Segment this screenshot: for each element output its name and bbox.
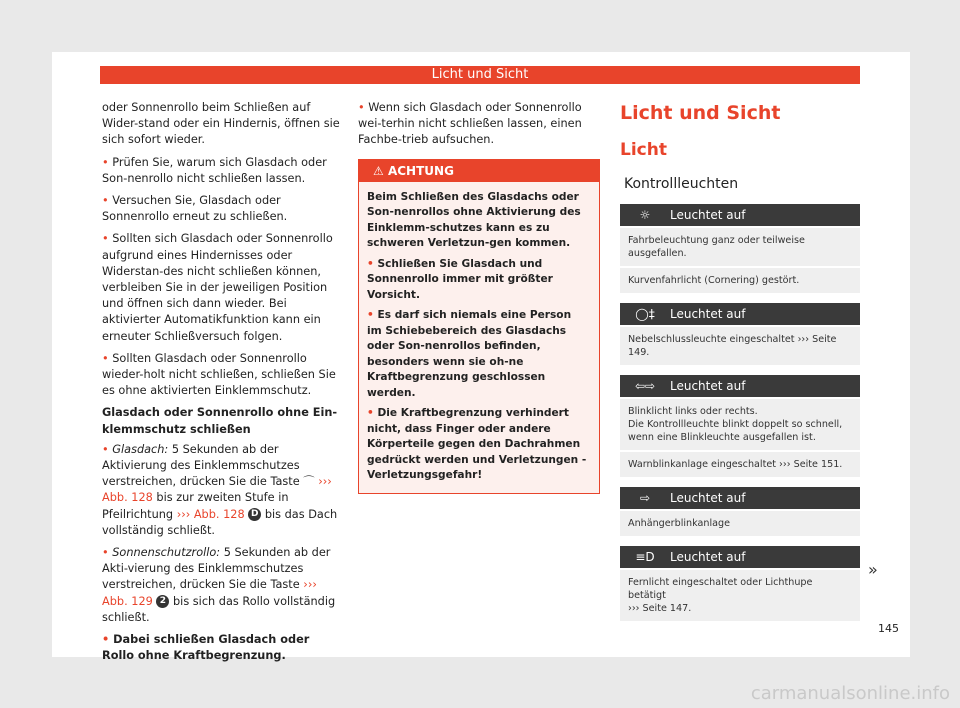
indicator-block: ⇨ Leuchtet auf Anhängerblinkanlage — [620, 487, 860, 536]
figure-link[interactable]: ››› Abb. 129 — [102, 578, 317, 608]
turn-signal-icon: ⇦⇨ — [634, 379, 656, 393]
bullet-item: • Sonnenschutzrollo: 5 Sekunden ab der Akti-vierung des Einklemmschutzes verstreichen, drücken Sie die Taste ››› Abb. 129 2 bis sich das Rollo vollständig schließt. — [102, 546, 336, 624]
callout-badge: 2 — [156, 595, 169, 608]
subsubsection-title: Kontrollleuchten — [624, 176, 739, 192]
bullet-item: • Versuchen Sie, Glasdach oder Sonnenrollo erneut zu schließen. — [102, 194, 288, 224]
indicator-block: ◯‡ Leuchtet auf Nebelschlussleuchte eingeschaltet ››› Seite 149. — [620, 303, 860, 365]
warning-bullet: • Es darf sich niemals eine Person im Schiebebereich des Glasdachs oder Son-nenrollos befinden, besonders wenn sie oh-ne Kraftbegrenzung geschlossen werden. — [367, 309, 572, 399]
continue-marker: » — [868, 560, 878, 579]
bullet-item: • Sollten Glasdach oder Sonnenrollo wieder-holt nicht schließen, schließen Sie es ohne aktivierten Einklemmschutz. — [102, 351, 336, 398]
column-left — [102, 100, 344, 671]
rear-fog-light-icon: ◯‡ — [635, 307, 655, 321]
warning-text: Beim Schließen des Glasdachs oder Son-nenrollos ohne Aktivierung des Einklemm-schutzes kann es zu schweren Verletzun-gen kommen. — [367, 190, 581, 250]
trailer-signal-icon: ⇨ — [639, 491, 651, 505]
callout-badge: D — [248, 508, 261, 521]
chapter-header: Licht und Sicht — [100, 66, 860, 84]
column-right — [620, 100, 860, 621]
figure-link[interactable]: ››› Abb. 128 — [176, 507, 245, 521]
warning-box — [358, 159, 600, 494]
indicator-block: ≡D Leuchtet auf Fernlicht eingeschaltet oder Lichthupe betätigt ››› Seite 147. — [620, 546, 860, 621]
warning-bullet: • Schließen Sie Glasdach und Sonnenrollo immer mit größter Vorsicht. — [367, 257, 553, 301]
sunroof-key-icon: ⌒ — [303, 475, 315, 489]
headlight-fault-icon: ☼ — [639, 208, 651, 222]
warning-bullet: • Die Kraftbegrenzung verhindert nicht, dass Finger oder andere Körperteile gegen den Dachrahmen gedrückt werden und Verletzungen - Verletzungsgefahr! — [367, 407, 587, 482]
subsection-title: Licht — [620, 140, 667, 160]
bullet-item: • Prüfen Sie, warum sich Glasdach oder Son-nenrollo nicht schließen lassen. — [102, 155, 327, 185]
high-beam-icon: ≡D — [635, 550, 655, 564]
column-middle — [358, 100, 600, 494]
section-title: Licht und Sicht — [620, 102, 781, 124]
figure-link[interactable]: ››› Abb. 128 — [102, 475, 332, 505]
bullet-item: • Wenn sich Glasdach oder Sonnenrollo wei-terhin nicht schließen lassen, einen Fachbe-trieb aufsuchen. — [358, 101, 582, 147]
bullet-item: • Glasdach: 5 Sekunden ab der Aktivierung des Einklemmschutzes verstreichen, drücken Sie die Taste ⌒ ››› Abb. 128 bis zur zweiten Stufe in Pfeilrichtung ››› Abb. 128 D bis das Dach vollständig schließt. — [102, 442, 338, 537]
page-number: 145 — [878, 622, 899, 635]
bullet-item: • Dabei schließen Glasdach oder Rollo ohne Kraftbegrenzung. — [102, 633, 310, 663]
watermark: carmanualsonline.info — [750, 683, 950, 704]
bullet-item: • Sollten sich Glasdach oder Sonnenrollo aufgrund eines Hindernisses oder Widerstan-des nicht schließen können, verbleiben Sie in der jeweiligen Position und öffnen sich dann wieder. Bei aktivierter Automatikfunktion kann ein erneuter Schließversuch folgen. — [102, 232, 333, 343]
warning-triangle-icon: ⚠ — [373, 163, 384, 178]
warning-header: ⚠ ACHTUNG — [359, 160, 599, 182]
indicator-block: ⇦⇨ Leuchtet auf Blinklicht links oder rechts. Die Kontrollleuchte blinkt doppelt so schnell, wenn eine Blinkleuchte ausgefallen ist. Warnblinkanlage eingeschaltet ››› Seite 151. — [620, 375, 860, 477]
indicator-block: ☼ Leuchtet auf Fahrbeleuchtung ganz oder teilweise ausgefallen. Kurvenfahrlicht (Cornering) gestört. — [620, 204, 860, 293]
section-subheading: Glasdach oder Sonnenrollo ohne Ein-klemmschutz schließen — [102, 406, 338, 436]
paragraph: oder Sonnenrollo beim Schließen auf Wider-stand oder ein Hindernis, öffnen sie sich sofort wieder. — [102, 101, 340, 147]
